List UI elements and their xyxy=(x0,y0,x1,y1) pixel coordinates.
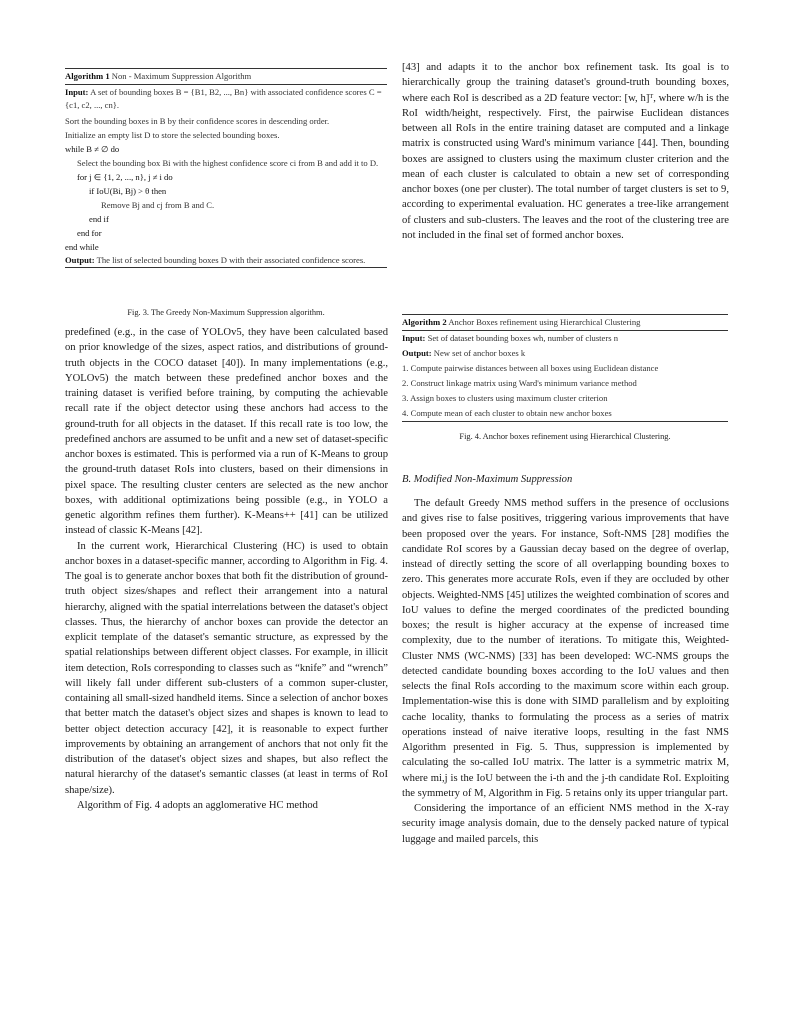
algorithm-2-label: Algorithm 2 xyxy=(402,317,447,327)
algorithm-line: for j ∈ {1, 2, ..., n}, j ≠ i do xyxy=(77,172,173,182)
paragraph: The default Greedy NMS method suffers in the presence of occlusions and gives rise to false positives, triggering various improvements that have been proposed over the years. For instance, Soft-NMS [28] modifies the candidate RoI scores by a Gaussian decay based on the degree of overlap, instead of directly setting the score of all overlapping bounding boxes to zero. This generates more accurate RoIs, even if they are occluded by other objects. Weighted-NMS [45] utilizes the weighted combination of scores and IoU values to define the merged coordinates of the predicted bounding boxes; the result is higher accuracy at the expense of increased time complexity, due to the number of iterations. To mitigate this, Weighted-Cluster NMS (WC-NMS) [33] has been developed: WC-NMS groups the detected candidate bounding boxes according to the IoU values and then selects the final RoIs according to the maximum score within each group. Implementation-wise this is done with SIMD parallelism and by exploiting cache locality, thanks to formulating the process as a series of matrix operations instead of naive iterative loops, resulting in the fast NMS Algorithm presented in Fig. 5. Thus, suppression is implemented by calculating the so-called IoU matrix. The latter is a symmetric matrix M, where mi,j is the IoU between the i-th and the j-th candidate RoI. Exploiting the symmetry of M, Algorithm in Fig. 5 retains only its upper triangular part. xyxy=(402,498,729,799)
algorithm-1 xyxy=(65,68,387,268)
algorithm-2-output: New set of anchor boxes k xyxy=(433,348,526,358)
algorithm-1-input: A set of bounding boxes B = {B1, B2, ..., Bn} with associated confidence scores C = {c1, c2, ..., cn}. xyxy=(65,87,382,110)
paragraph: predefined (e.g., in the case of YOLOv5, they have been calculated based on prior knowledge of the sizes, aspect ratios, and distributions of ground-truth objects in the COCO dataset [40]). In many implementations (e.g., YOLOv5) the match between these predefined anchor boxes and the training dataset is verified before training, by computing the achievable recall rate if the object detector using these anchors had access to the ground-truth for all objects in the dataset. If this recall rate is too low, the predefined anchors are assumed to be unfit and a new set of dataset-specific anchor boxes is estimated. This is performed via a run of K-Means to group the ground-truth dataset RoIs into clusters, based on their dimensions in pixel space. The resulting cluster centers are selected as the new anchor boxes, with additional optimizations being possible (e.g., in YOLO a genetic algorithm refines them further). K-Means++ [41] can be utilized instead of classic K-Means [42]. xyxy=(65,327,388,537)
right-column-text xyxy=(402,496,729,847)
algorithm-line: end if xyxy=(89,214,109,224)
algorithm-line: Initialize an empty list D to store the selected bounding boxes. xyxy=(65,130,280,140)
algorithm-step: 1. Compute pairwise distances between all boxes using Euclidean distance xyxy=(402,363,659,373)
algorithm-2-input-label: Input: xyxy=(402,333,426,343)
algorithm-2-output-label: Output: xyxy=(402,348,432,358)
paragraph: Considering the importance of an efficient NMS method in the X-ray security image analysis domain, due to the densely packed nature of typical luggage and mailed parcels, this xyxy=(402,803,729,845)
algorithm-1-lines xyxy=(65,114,387,254)
algorithm-line: end for xyxy=(77,228,102,238)
algorithm-1-input-label: Input: xyxy=(65,87,89,97)
algorithm-1-label: Algorithm 1 xyxy=(65,71,110,81)
algorithm-1-title: Non - Maximum Suppression Algorithm xyxy=(111,71,252,81)
section-heading: B. Modified Non-Maximum Suppression xyxy=(402,474,573,485)
right-column-top-text xyxy=(402,60,729,243)
algorithm-line: end while xyxy=(65,242,99,252)
algorithm-step: 3. Assign boxes to clusters using maximum cluster criterion xyxy=(402,393,608,403)
algorithm-line: Select the bounding box Bi with the highest confidence score ci from B and add it to D. xyxy=(77,158,379,168)
algorithm-step: 4. Compute mean of each cluster to obtain new anchor boxes xyxy=(402,408,612,418)
paragraph: [43] and adapts it to the anchor box refinement task. Its goal is to hierarchically group the training dataset's ground-truth bounding boxes, where each RoI is described as a 2D feature vector: [w, h]ᵀ, where w/h is the RoI width/height, respectively. First, the pairwise Euclidean distances between all RoIs in the entire training dataset are computed and a linkage matrix is constructed using Ward's minimum variance [44]. Then, bounding boxes are assigned to clusters using the maximum cluster criterion and the mean of each cluster is calculated to obtain a new set of corresponding anchor boxes (one per cluster). The total number of target clusters is set to 9, according to experimental evaluation. HC generates a tree-like arrangement of clusters and sub-clusters. The leaves and the root of the clustering tree are not included in the final set of formed anchor boxes. xyxy=(402,62,729,241)
algorithm-1-output: The list of selected bounding boxes D with their associated confidence scores. xyxy=(96,255,366,265)
paragraph: In the current work, Hierarchical Clustering (HC) is used to obtain anchor boxes in a dataset-specific manner, according to Algorithm in Fig. 4. The goal is to generate anchor boxes that both fit the distribution of ground-truth object sizes/shapes and reflect their arrangement into a natural hierarchy, aligned with the spatial interrelations between the dataset's object classes. Thus, the hierarchy of anchor boxes can provide the detector an explicit template of the dataset's semantic structure, as expressed by the spatial relationships between different object classes. For example, in illicit item detection, RoIs corresponding to classes such as “knife” and “wrench” will likely fall under different sub-clusters of a common super-cluster, containing all small-sized handheld items. Since a selection of anchor boxes that better match the dataset's object sizes and shapes is known to lead to better object detection accuracy [42], it is reasonable to expect further improvements by obtaining an arrangement of anchors that not only fit the distribution of the dataset's object sizes and shapes, but also reflect the natural hierarchy of the dataset's semantic classes (at least in terms of RoI shape/size). xyxy=(65,540,388,796)
fig4-caption: Fig. 4. Anchor boxes refinement using Hierarchical Clustering. xyxy=(459,432,671,441)
fig3-caption: Fig. 3. The Greedy Non-Maximum Suppression algorithm. xyxy=(127,308,325,317)
algorithm-line: Remove Bj and cj from B and C. xyxy=(101,200,215,210)
algorithm-line: while B ≠ ∅ do xyxy=(65,144,120,154)
paragraph: Algorithm of Fig. 4 adopts an agglomerative HC method xyxy=(77,799,318,811)
algorithm-step: 2. Construct linkage matrix using Ward's minimum variance method xyxy=(402,378,637,388)
left-column-text xyxy=(65,325,388,813)
algorithm-2-input: Set of dataset bounding boxes wh, number of clusters n xyxy=(427,333,619,343)
algorithm-line: Sort the bounding boxes in B by their confidence scores in descending order. xyxy=(65,116,330,126)
algorithm-2-title: Anchor Boxes refinement using Hierarchical Clustering xyxy=(448,317,641,327)
algorithm-2 xyxy=(402,314,728,422)
algorithm-1-output-label: Output: xyxy=(65,255,95,265)
algorithm-2-steps xyxy=(402,361,728,422)
algorithm-line: if IoU(Bi, Bj) > θ then xyxy=(89,186,167,196)
